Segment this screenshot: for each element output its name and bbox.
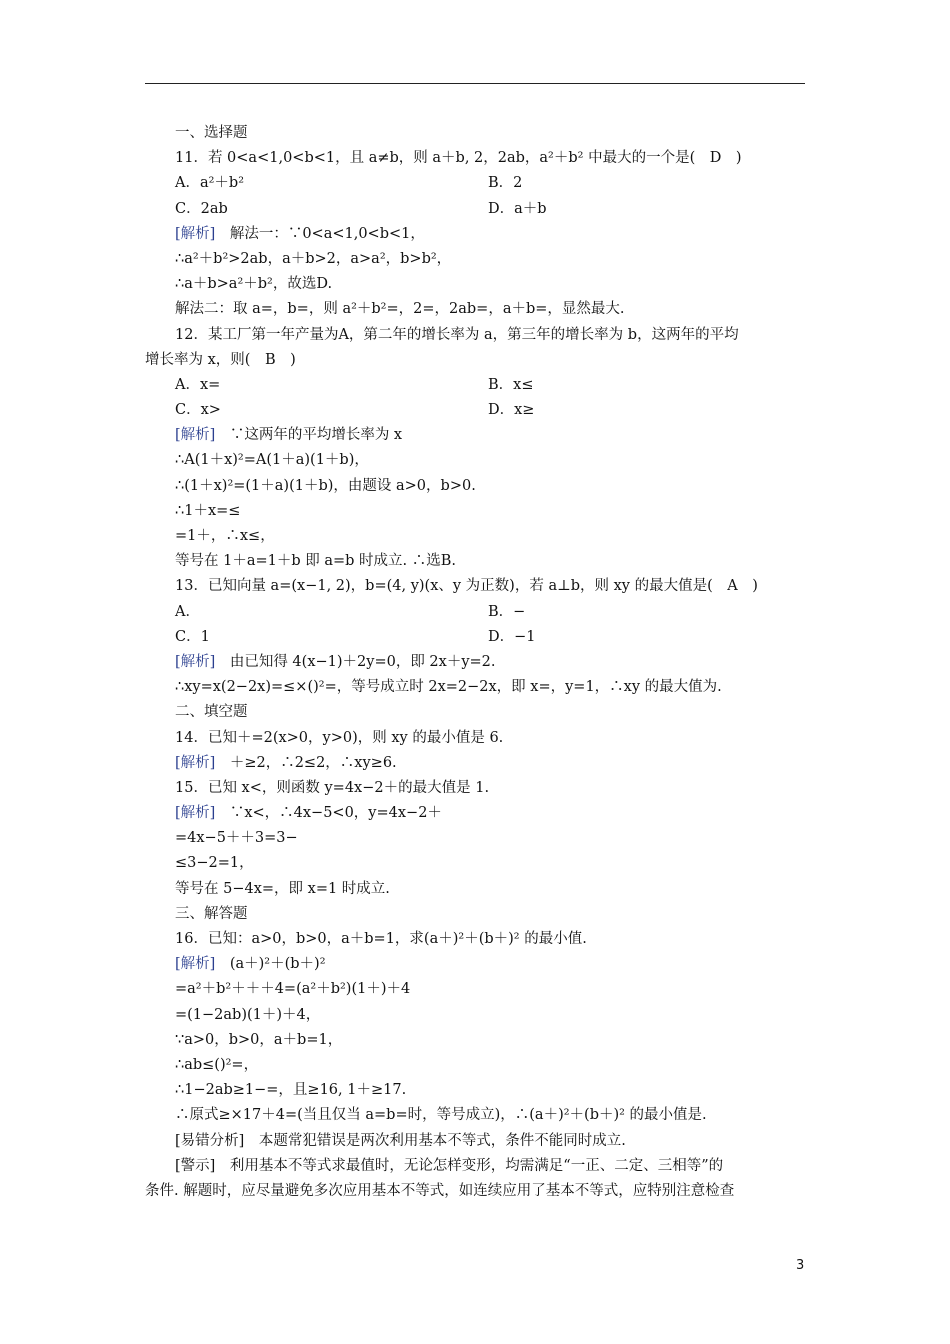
text-line: 15．已知 x<，则函数 y=4x−2＋的最大值是 1.: [175, 779, 490, 796]
text-line: [145, 751, 810, 776]
line-text: (a＋)²＋(b＋)²: [215, 956, 326, 973]
option-a: A．a²＋b²: [175, 175, 245, 192]
text-line: ∴A(1＋x)²=A(1＋a)(1＋b)，: [175, 452, 369, 469]
option-a: C．1: [175, 628, 210, 645]
text-line: 等号在 1＋a=1＋b 即 a=b 时成立. ∴选B.: [175, 553, 457, 570]
analysis-tag: [解析]: [175, 754, 216, 771]
option-a: A．: [175, 603, 200, 620]
text-line: ∴xy=x(2−2x)=≤×()²=，等号成立时 2x=2−2x，即 x=，y=1，∴xy 的最大值为.: [175, 679, 722, 696]
text-line: ∴a²＋b²>2ab，a＋b>2，a>a²，b>b²，: [175, 250, 452, 267]
text-line: ∴原式≥×17＋4=(当且仅当 a=b=时，等号成立)，∴(a＋)²＋(b＋)² 的最小值是.: [175, 1107, 707, 1124]
analysis-tag: [解析]: [175, 956, 216, 973]
text-line: [145, 952, 810, 977]
text-line: 16．已知：a>0，b>0，a＋b=1，求(a＋)²＋(b＋)² 的最小值.: [175, 931, 587, 947]
option-b: D．−1: [488, 628, 536, 645]
option-b: B．x≤: [488, 376, 534, 393]
text-line: ∴(1＋x)²=(1＋a)(1＋b)，由题设 a>0，b>0.: [175, 477, 476, 494]
text-line: [易错分析] 本题常犯错误是两次利用基本不等式，条件不能同时成立.: [175, 1132, 626, 1149]
option-row: [145, 373, 810, 398]
document-body: [145, 121, 810, 1204]
option-b: D．a＋b: [488, 200, 547, 217]
line-text: ∵x<，∴4x−5<0，y=4x−2＋: [215, 805, 442, 822]
option-row: [145, 600, 810, 625]
option-row: [145, 398, 810, 423]
text-line: 14．已知＋=2(x>0，y>0)，则 xy 的最小值是 6.: [175, 729, 504, 746]
text-line: [145, 423, 810, 448]
text-line: =1＋，∴x≤，: [175, 528, 275, 544]
text-line: [145, 801, 810, 826]
text-line: 12．某工厂第一年产量为A，第二年的增长率为 a，第三年的增长率为 b，这两年的平均: [175, 326, 739, 343]
page-number: 3: [796, 1258, 805, 1273]
option-a: A．x=: [175, 376, 221, 393]
option-a: C．2ab: [175, 200, 228, 217]
text-line: ∴1＋x=≤: [175, 502, 241, 519]
text-line: ∴ab≤()²=，: [175, 1056, 259, 1073]
option-b: D．x≥: [488, 402, 535, 419]
text-line: 一、选择题: [175, 125, 248, 141]
analysis-tag: [解析]: [175, 427, 216, 444]
text-line: ∵a>0，b>0，a＋b=1，: [175, 1031, 343, 1048]
header-rule: [145, 83, 805, 84]
text-line: 13．已知向量 a=(x−1, 2)，b=(4, y)(x、y 为正数)，若 a⊥b，则 xy 的最大值是( A ): [175, 578, 758, 595]
line-text: 解法一：∵0<a<1,0<b<1，: [215, 225, 425, 242]
option-b: B．2: [488, 175, 523, 192]
analysis-tag: [解析]: [175, 653, 216, 670]
text-line: [145, 222, 810, 247]
line-text: ∵这两年的平均增长率为 x: [215, 427, 403, 444]
option-b: B．−: [488, 603, 526, 620]
text-line: 三、解答题: [175, 905, 248, 922]
option-row: [145, 171, 810, 196]
text-line: =a²＋b²＋＋＋4=(a²＋b²)(1＋)＋4: [175, 981, 411, 998]
text-line: [145, 650, 810, 675]
text-line: 二、填空题: [175, 704, 248, 721]
analysis-tag: [解析]: [175, 805, 216, 822]
text-line: [警示] 利用基本不等式求最值时，无论怎样变形，均需满足“一正、二定、三相等”的: [175, 1157, 724, 1174]
text-line: ∴1−2ab≥1−=，且≥16, 1＋≥17.: [175, 1082, 407, 1099]
option-a: C．x>: [175, 402, 221, 419]
option-row: [145, 197, 810, 222]
text-line: ∴a＋b>a²＋b²，故选D.: [175, 276, 333, 293]
text-line: ≤3−2=1，: [175, 855, 254, 872]
text-line: 解法二：取 a=，b=，则 a²＋b²=，2=，2ab=，a＋b=，显然最大.: [175, 301, 625, 318]
line-text: ＋≥2，∴2≤2，∴xy≥6.: [215, 754, 397, 771]
text-line: =4x−5＋＋3=3−: [175, 830, 298, 847]
text-line: 增长率为 x，则( B ): [145, 351, 296, 368]
option-row: [145, 625, 810, 650]
text-line: 11．若 0<a<1,0<b<1，且 a≠b，则 a＋b, 2，2ab，a²＋b² 中最大的一个是( D ): [175, 150, 742, 167]
line-text: 由已知得 4(x−1)＋2y=0，即 2x＋y=2.: [215, 653, 496, 670]
text-line: 条件. 解题时，应尽量避免多次应用基本不等式，如连续应用了基本不等式，应特别注意检查: [145, 1182, 735, 1199]
analysis-tag: [解析]: [175, 225, 216, 242]
text-line: 等号在 5−4x=，即 x=1 时成立.: [175, 880, 390, 897]
text-line: =(1−2ab)(1＋)＋4，: [175, 1006, 321, 1023]
